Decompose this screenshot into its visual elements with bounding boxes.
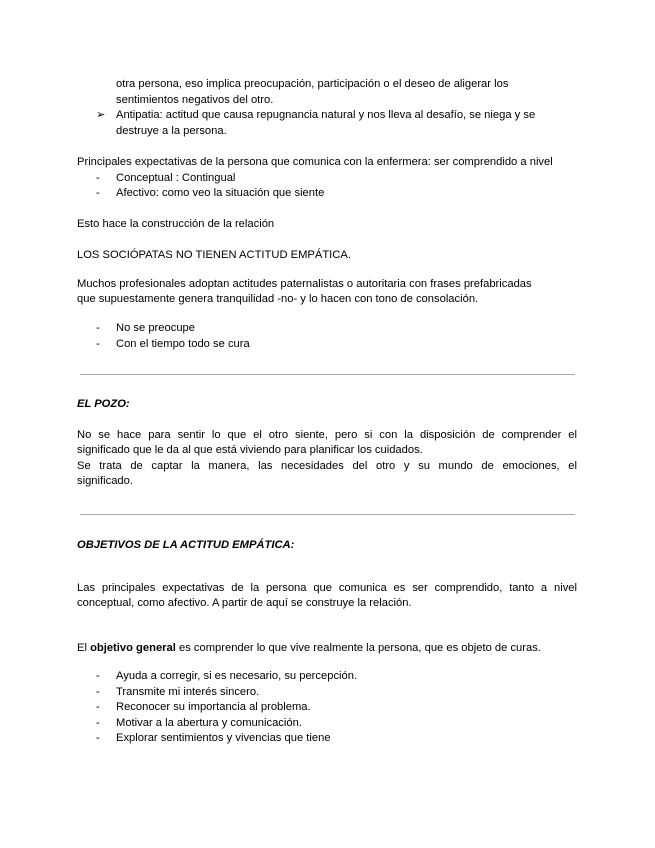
- pozo-paragraph-2: Se trata de captar la manera, las necesidades del otro y su mundo de emociones, el significado.: [77, 460, 577, 487]
- objetivos-heading: OBJETIVOS DE LA ACTITUD EMPÁTICA:: [77, 539, 295, 551]
- pozo-heading: EL POZO:: [77, 398, 130, 410]
- list-item: - Afectivo: como veo la situación que siente: [96, 187, 325, 199]
- list-item: - Con el tiempo todo se cura: [96, 338, 250, 350]
- list-item: - No se preocupe: [96, 322, 195, 334]
- section-divider: [80, 374, 575, 375]
- paternalistas-line2: que supuestamente genera tranquilidad -no- y lo hacen con tono de consolación.: [77, 293, 479, 305]
- antipatia-line2: destruye a la persona.: [116, 125, 227, 137]
- pozo-paragraph-1: No se hace para sentir lo que el otro siente, pero si con la disposición de comprender el significado que le da al que está viviendo para planificar los cuidados.: [77, 429, 577, 456]
- arrow-bullet-icon: ➢: [96, 109, 106, 121]
- list-item: - Reconocer su importancia al problema.: [96, 701, 311, 713]
- expectativas-title: Principales expectativas de la persona que comunica con la enfermera: ser comprendido a nivel: [77, 156, 553, 168]
- section-divider: [80, 514, 575, 515]
- objetivo-general-text: El objetivo general es comprender lo que vive realmente la persona, que es objeto de curas.: [77, 642, 541, 654]
- antipatia-line1: Antipatia: actitud que causa repugnancia natural y nos lleva al desafío, se niega y se: [116, 109, 536, 121]
- sociopatas-text: LOS SOCIÓPATAS NO TIENEN ACTITUD EMPÁTICA.: [77, 249, 351, 261]
- construccion-text: Esto hace la construcción de la relación: [77, 218, 275, 230]
- objetivo-general-bold: objetivo general: [90, 642, 176, 654]
- list-item: - Transmite mi interés sincero.: [96, 686, 260, 698]
- list-item: - Ayuda a corregir, si es necesario, su percepción.: [96, 670, 358, 682]
- antipatia-item: [96, 108, 576, 123]
- list-item: - Explorar sentimientos y vivencias que tiene: [96, 732, 331, 744]
- list-item: - Conceptual : Contingual: [96, 172, 236, 184]
- intro-cont-line1: otra persona, eso implica preocupación, participación o el deseo de aligerar los: [116, 78, 509, 90]
- objetivos-paragraph: Las principales expectativas de la persona que comunica es ser comprendido, tanto a nivel conceptual, como afectivo. A partir de aquí se construye la relación.: [77, 582, 577, 609]
- list-item: - Motivar a la abertura y comunicación.: [96, 717, 302, 729]
- paternalistas-line1: Muchos profesionales adoptan actitudes paternalistas o autoritaria con frases prefabricadas: [77, 278, 532, 290]
- intro-cont-line2: sentimientos negativos del otro.: [116, 94, 274, 106]
